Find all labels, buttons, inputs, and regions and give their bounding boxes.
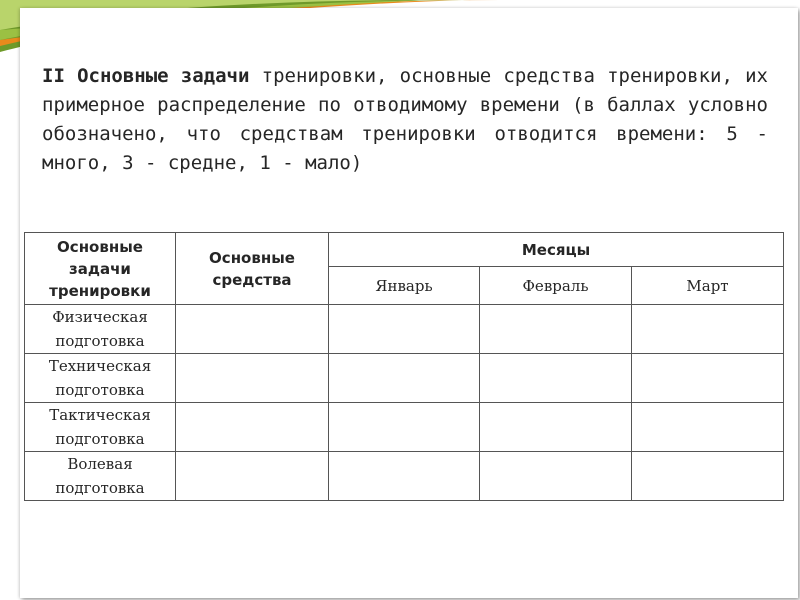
row-value-cell <box>632 403 784 452</box>
table-row <box>25 403 784 452</box>
table-row <box>25 452 784 501</box>
row-value-cell <box>329 403 480 452</box>
row-value-cell <box>480 305 632 354</box>
header-means: Основные средства <box>176 233 329 305</box>
row-means-cell <box>176 403 329 452</box>
row-value-cell <box>329 354 480 403</box>
table-row <box>25 305 784 354</box>
row-means-cell <box>176 452 329 501</box>
row-value-cell <box>632 305 784 354</box>
header-month-march: Март <box>632 267 784 305</box>
slide-heading <box>42 62 768 178</box>
row-means-cell <box>176 354 329 403</box>
table-row <box>25 354 784 403</box>
heading-bold-part: II Основные задачи <box>42 65 250 87</box>
row-means-cell <box>176 305 329 354</box>
row-value-cell <box>480 354 632 403</box>
row-value-cell <box>480 403 632 452</box>
header-months: Месяцы <box>329 233 784 267</box>
row-value-cell <box>329 452 480 501</box>
row-value-cell <box>632 452 784 501</box>
row-value-cell <box>480 452 632 501</box>
row-task-volitional: Волевая подготовка <box>25 452 176 501</box>
row-value-cell <box>632 354 784 403</box>
table-header-row <box>25 233 784 267</box>
row-task-tactical: Тактическая подготовка <box>25 403 176 452</box>
header-month-february: Февраль <box>480 267 632 305</box>
heading-rest-part: тренировки, основные средства тренировки, их примерное распределение по отводимому времени (в баллах условно обозначено, что средствам тренировки отводится времени: 5 - много, 3 - средне, 1 - мало) <box>42 65 768 174</box>
header-tasks: Основные задачи тренировки <box>25 233 176 305</box>
training-plan-table <box>24 232 784 501</box>
row-task-technical: Техническая подготовка <box>25 354 176 403</box>
row-value-cell <box>329 305 480 354</box>
header-month-january: Январь <box>329 267 480 305</box>
row-task-physical: Физическая подготовка <box>25 305 176 354</box>
